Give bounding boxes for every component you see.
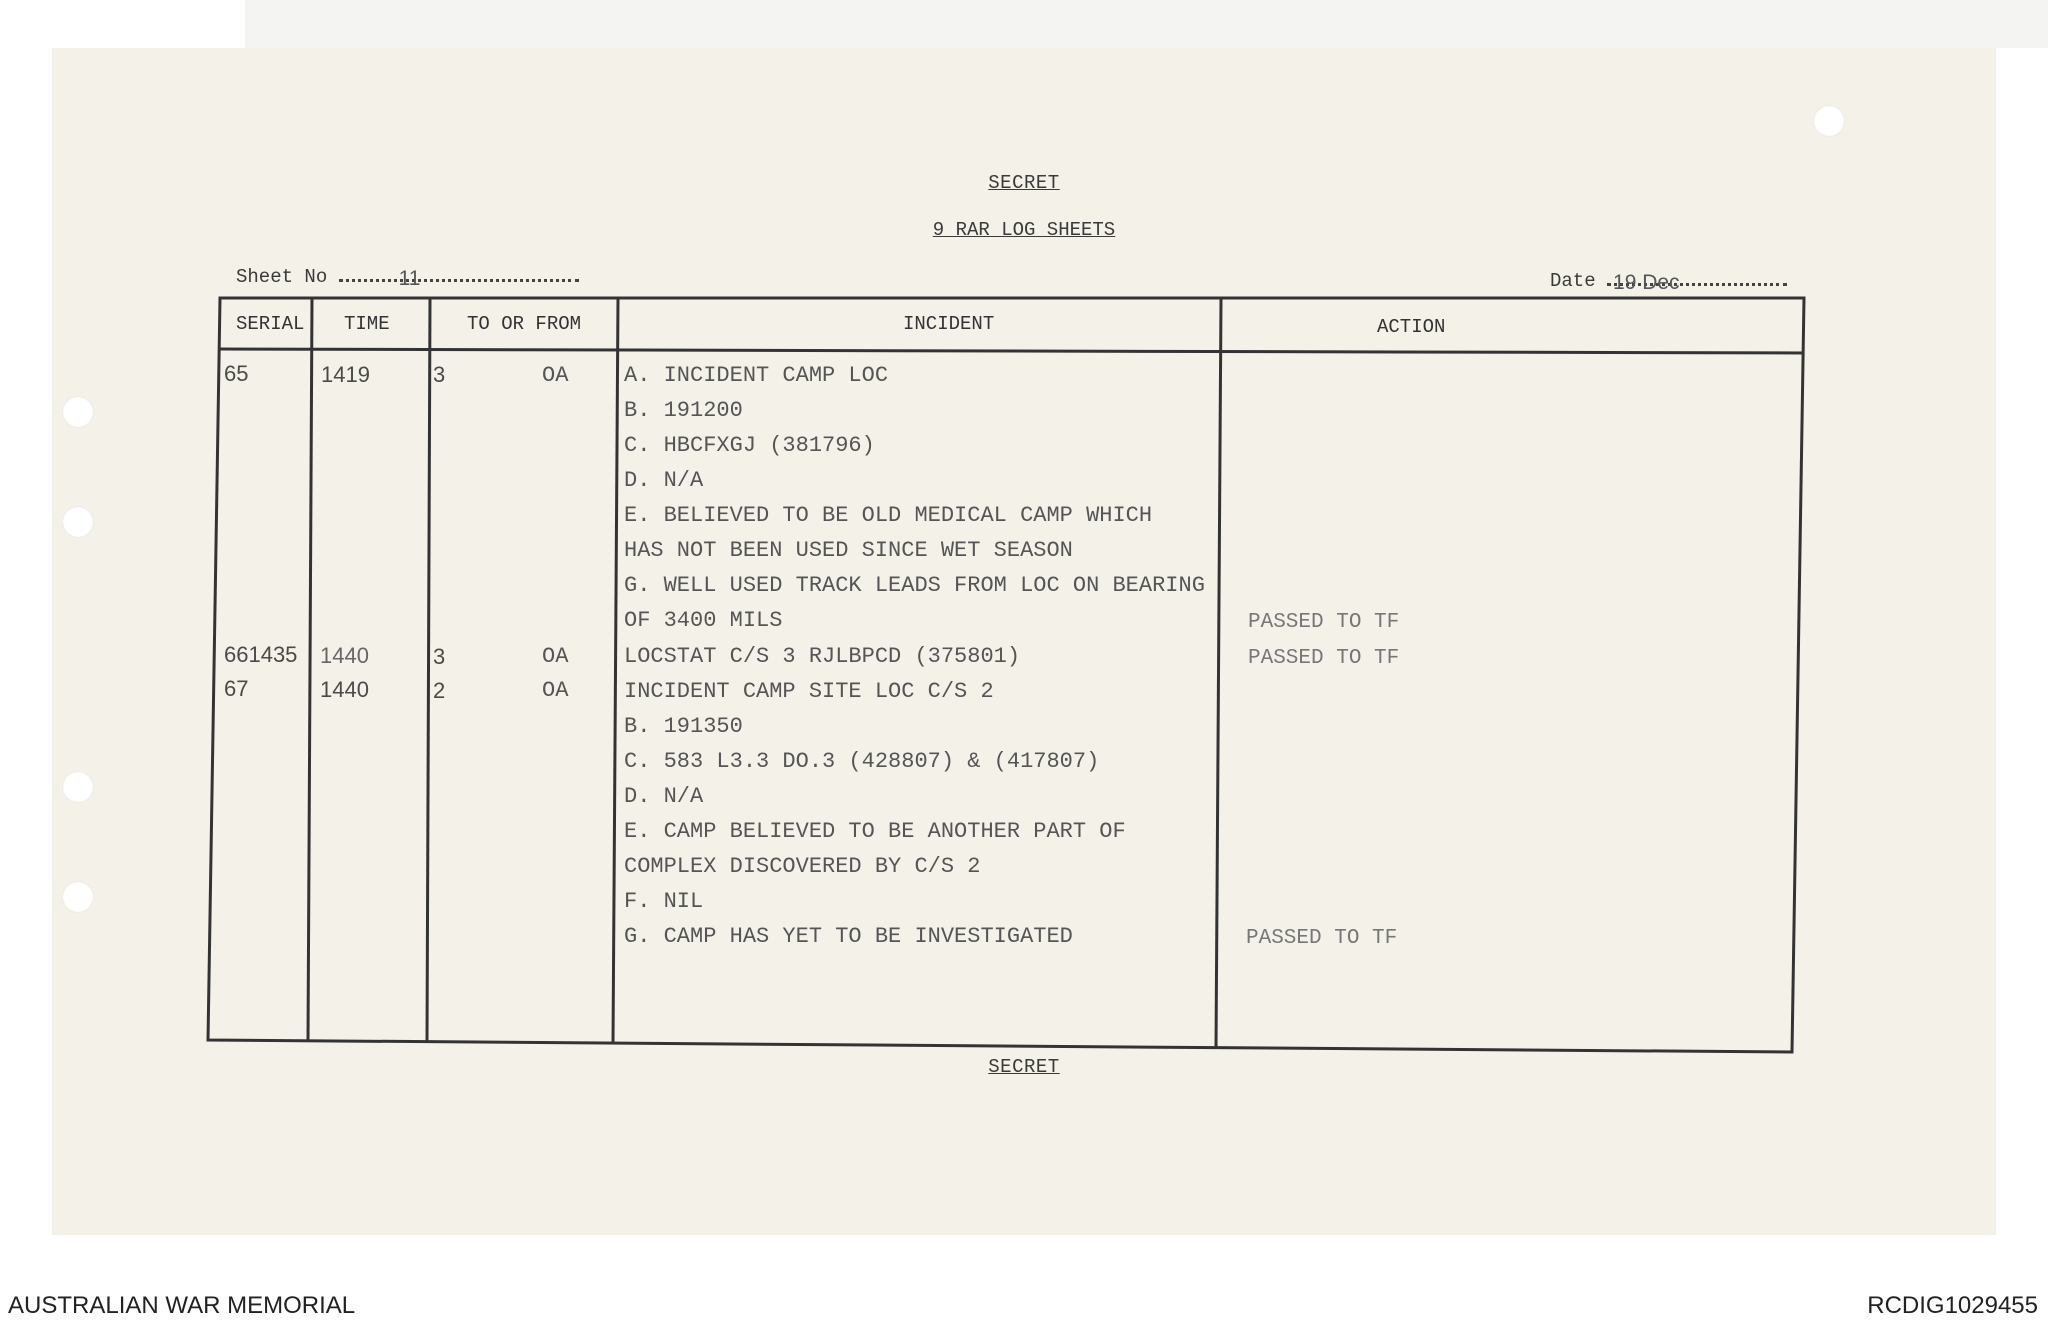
sheet-label: Sheet No [236, 266, 328, 288]
date-value: 19 Dec [1613, 271, 1680, 294]
time-cell: 1440 [320, 643, 369, 668]
incident-line: C. HBCFXGJ (381796) [624, 433, 875, 458]
header-action: ACTION [1377, 316, 1446, 338]
record-id-label: RCDIG1029455 [1867, 1292, 2038, 1319]
incident-line: D. N/A [624, 468, 704, 493]
from-cell: OA [542, 644, 569, 669]
date-label: Date [1550, 270, 1596, 292]
incident-line: G. CAMP HAS YET TO BE INVESTIGATED [624, 924, 1073, 949]
action-cell: PASSED TO TF [1246, 927, 1398, 950]
action-cell: PASSED TO TF [1248, 647, 1400, 670]
time-cell: 1419 [321, 362, 370, 387]
header-incident: INCIDENT [903, 313, 995, 335]
incident-line: OF 3400 MILS [624, 608, 783, 633]
incident-line: LOCSTAT C/S 3 RJLBPCD (375801) [624, 644, 1021, 669]
incident-line: F. NIL [624, 889, 704, 914]
from-cell: OA [542, 363, 569, 388]
institution-label: AUSTRALIAN WAR MEMORIAL [8, 1292, 356, 1319]
incident-line: C. 583 L3.3 DO.3 (428807) & (417807) [624, 749, 1100, 774]
incident-line: INCIDENT CAMP SITE LOC C/S 2 [624, 679, 994, 704]
to-cell: 3 [433, 362, 446, 387]
incident-line: G. WELL USED TRACK LEADS FROM LOC ON BEARING [624, 573, 1205, 598]
header-to-or-from: TO OR FROM [467, 313, 582, 335]
classification-title: SECRET [988, 172, 1060, 194]
action-cell: PASSED TO TF [1248, 611, 1400, 634]
to-cell: 3 [433, 644, 446, 669]
time-cell: 1440 [320, 677, 369, 702]
incident-line: COMPLEX DISCOVERED BY C/S 2 [624, 854, 981, 879]
incident-line: D. N/A [624, 784, 704, 809]
classification-footer: SECRET [988, 1056, 1060, 1078]
header-serial: SERIAL [236, 313, 305, 335]
incident-line: HAS NOT BEEN USED SINCE WET SEASON [624, 538, 1073, 563]
incident-line: B. 191200 [624, 398, 743, 423]
incident-line: E. BELIEVED TO BE OLD MEDICAL CAMP WHICH [624, 503, 1153, 528]
serial-cell: 67 [224, 676, 249, 701]
serial-cell: 65 [224, 361, 249, 386]
document-subtitle: 9 RAR LOG SHEETS [932, 219, 1116, 241]
sheet-number-value: 11 [398, 267, 421, 290]
incident-line: E. CAMP BELIEVED TO BE ANOTHER PART OF [624, 819, 1126, 844]
incident-line: B. 191350 [624, 714, 743, 739]
scan-background-strip [245, 0, 2048, 48]
serial-cell: 661435 [224, 642, 298, 667]
from-cell: OA [542, 678, 569, 703]
to-cell: 2 [433, 678, 446, 703]
log-sheet-page [52, 48, 1996, 1235]
incident-line: A. INCIDENT CAMP LOC [624, 363, 889, 388]
header-time: TIME [344, 313, 390, 335]
